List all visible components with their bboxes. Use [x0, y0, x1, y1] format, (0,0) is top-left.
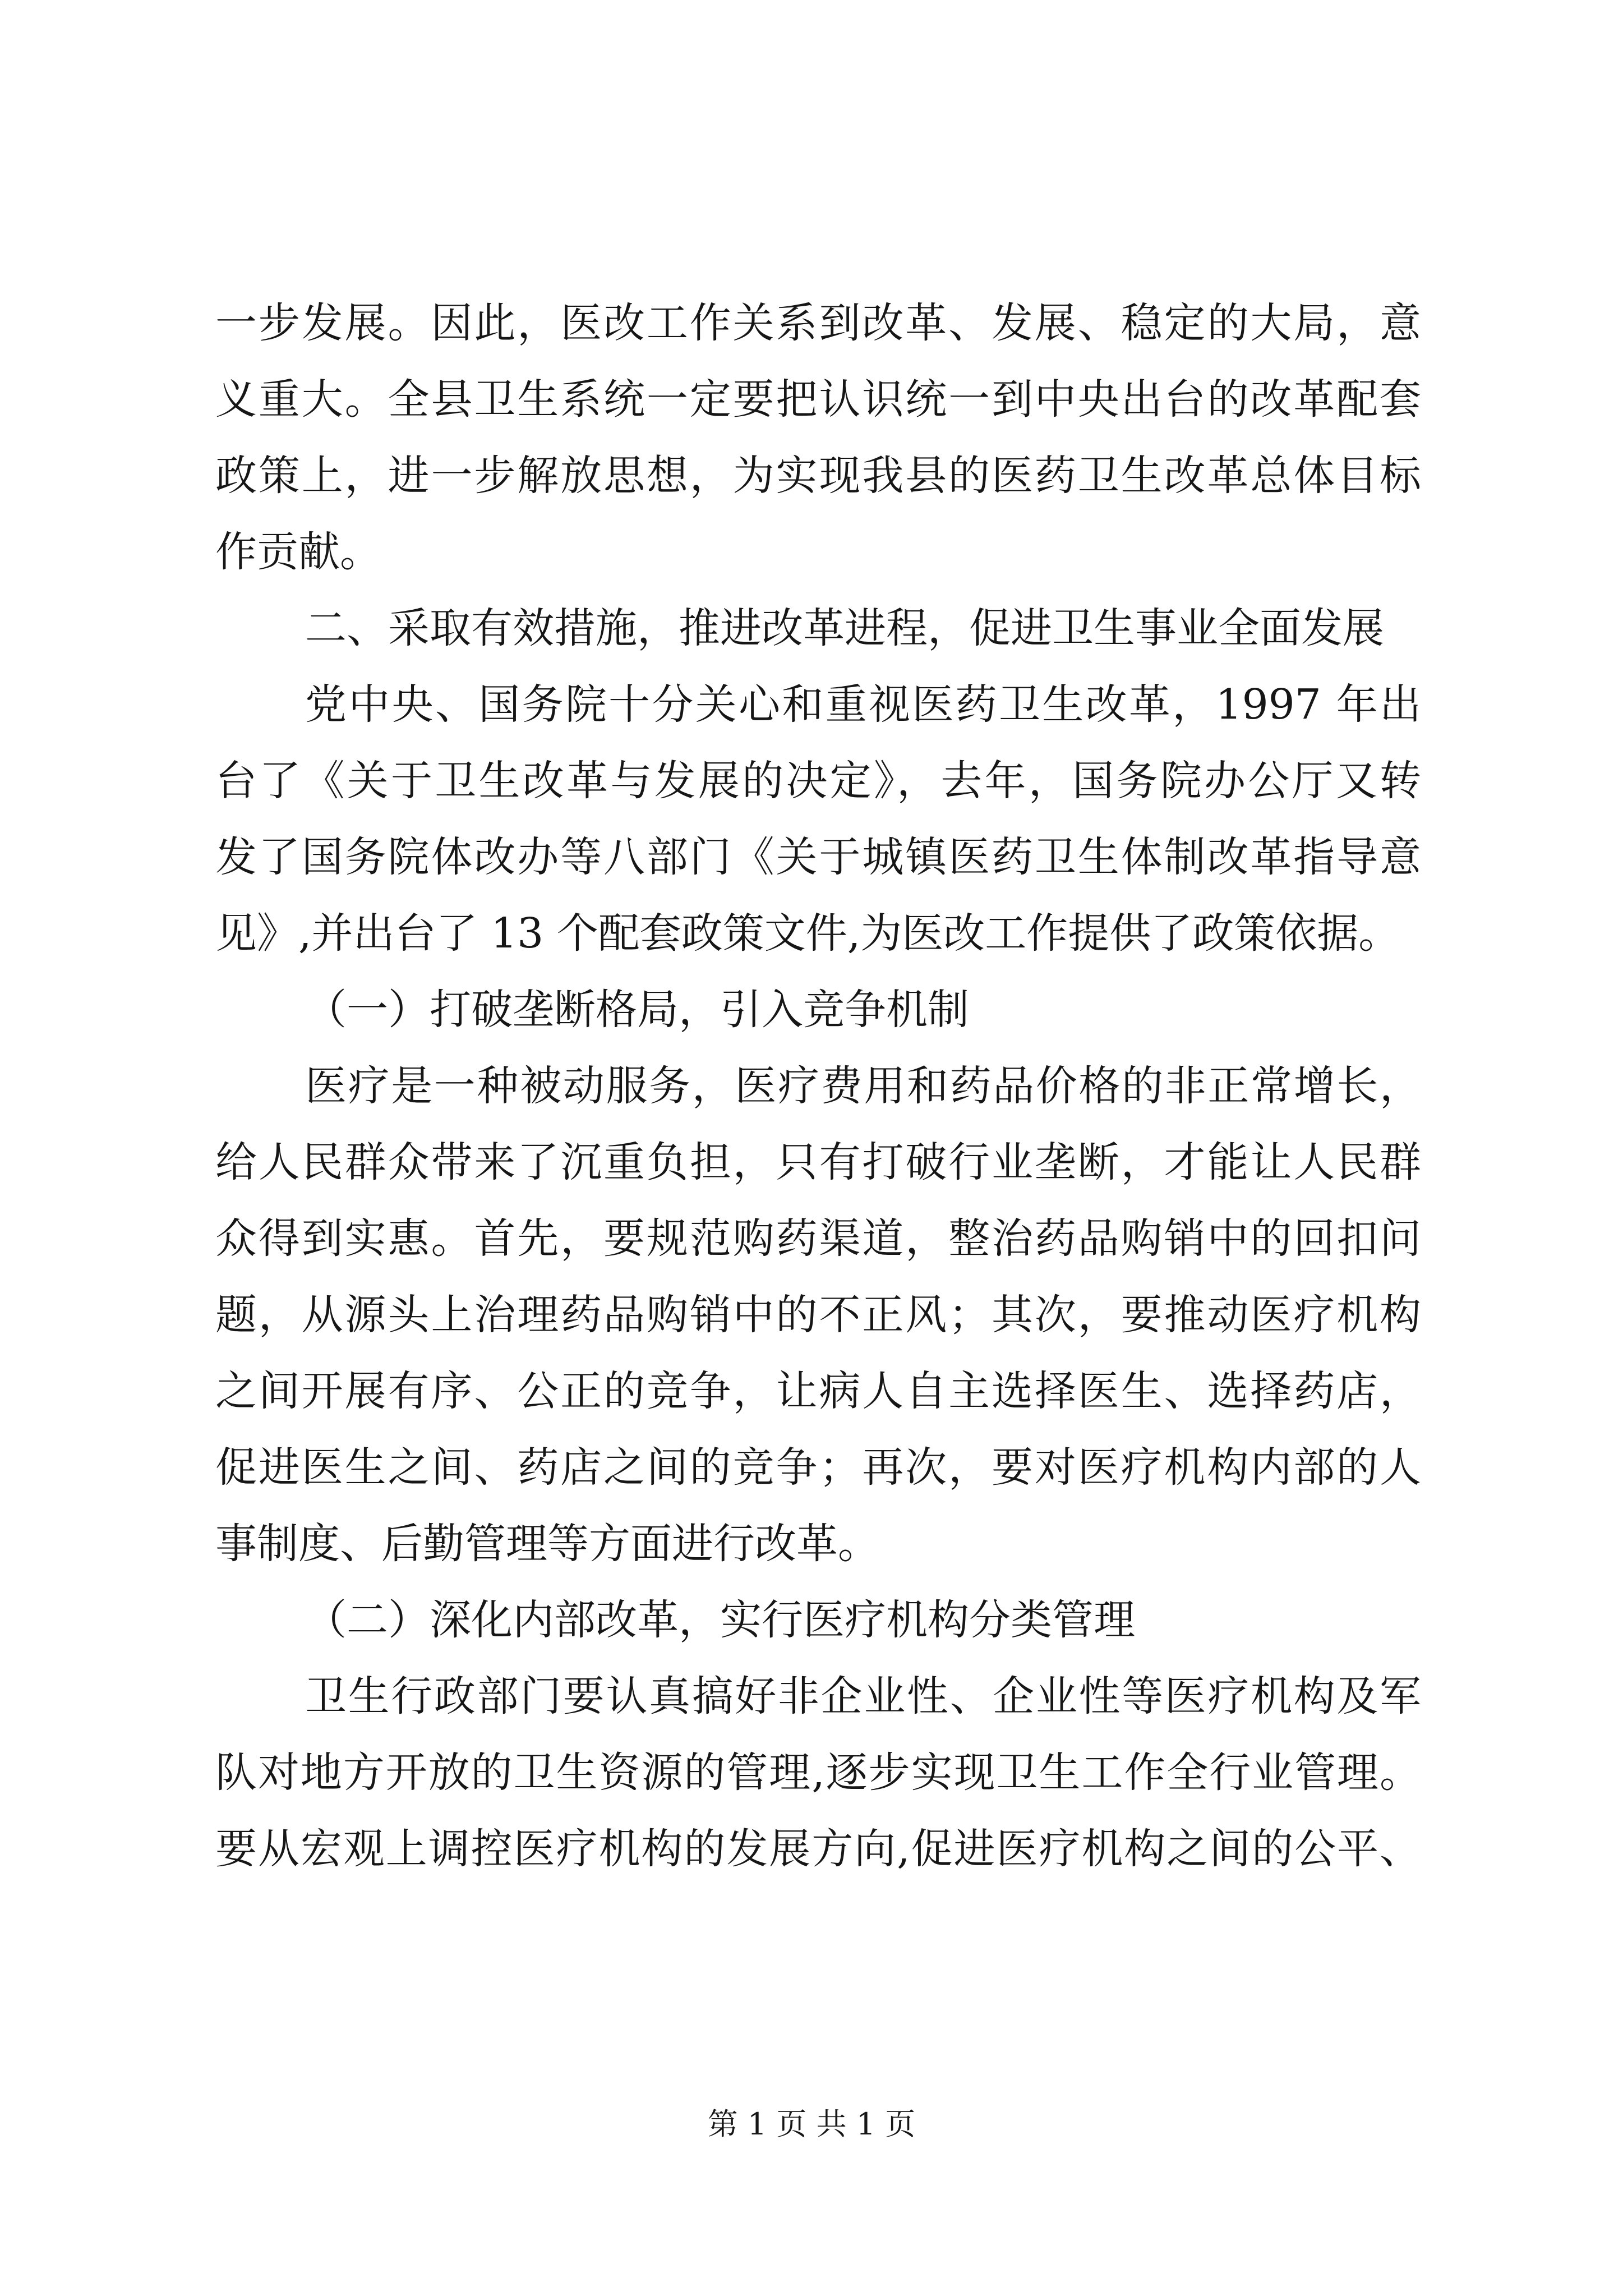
text-line: 二、采取有效措施，推进改革进程，促进卫生事业全面发展	[305, 604, 1384, 652]
paragraph	[215, 972, 1421, 1048]
text-line: （一）打破垄断格局，引入竞争机制	[305, 986, 969, 1034]
paragraph	[215, 1582, 1421, 1658]
text-line: 之间开展有序、公正的竞争，让病人自主选择医生、选择药店，	[215, 1367, 1421, 1415]
text-line: 作贡献。	[215, 528, 381, 576]
text-line: 见》,并出台了 13 个配套政策文件,为医改工作提供了政策依据。	[215, 909, 1400, 958]
text-line: 众得到实惠。首先，要规范购药渠道，整治药品购销中的回扣问	[215, 1214, 1421, 1263]
text-line: 台了《关于卫生改革与发展的决定》，去年，国务院办公厅又转	[215, 757, 1421, 805]
text-line: 促进医生之间、药店之间的竞争；再次，要对医疗机构内部的人	[215, 1443, 1421, 1492]
text-line: 政策上，进一步解放思想，为实现我县的医药卫生改革总体目标	[215, 452, 1421, 500]
text-line: 卫生行政部门要认真搞好非企业性、企业性等医疗机构及军	[305, 1672, 1421, 1720]
text-line: 队对地方开放的卫生资源的管理,逐步实现卫生工作全行业管理。	[215, 1749, 1421, 1797]
document-body	[215, 285, 1421, 1887]
text-line: 一步发展。因此，医改工作关系到改革、发展、稳定的大局，意	[215, 299, 1421, 347]
paragraph	[215, 1658, 1421, 1887]
text-line: 事制度、后勤管理等方面进行改革。	[215, 1520, 879, 1568]
text-line: 给人民群众带来了沉重负担，只有打破行业垄断，才能让人民群	[215, 1138, 1421, 1186]
text-line: 题，从源头上治理药品购销中的不正风；其次，要推动医疗机构	[215, 1291, 1421, 1339]
text-line: 发了国务院体改办等八部门《关于城镇医药卫生体制改革指导意	[215, 833, 1421, 881]
text-line: 义重大。全县卫生系统一定要把认识统一到中央出台的改革配套	[215, 375, 1421, 424]
text-line: 要从宏观上调控医疗机构的发展方向,促进医疗机构之间的公平、	[215, 1825, 1421, 1873]
paragraph	[215, 1048, 1421, 1582]
text-line: （二）深化内部改革，实行医疗机构分类管理	[305, 1596, 1135, 1644]
paragraph	[215, 590, 1421, 666]
paragraph	[215, 666, 1421, 972]
text-line: 党中央、国务院十分关心和重视医药卫生改革，1997 年出	[305, 680, 1421, 729]
text-line: 医疗是一种被动服务，医疗费用和药品价格的非正常增长，	[305, 1062, 1421, 1110]
page-footer: 第 1 页 共 1 页	[707, 2106, 916, 2142]
paragraph	[215, 285, 1421, 590]
